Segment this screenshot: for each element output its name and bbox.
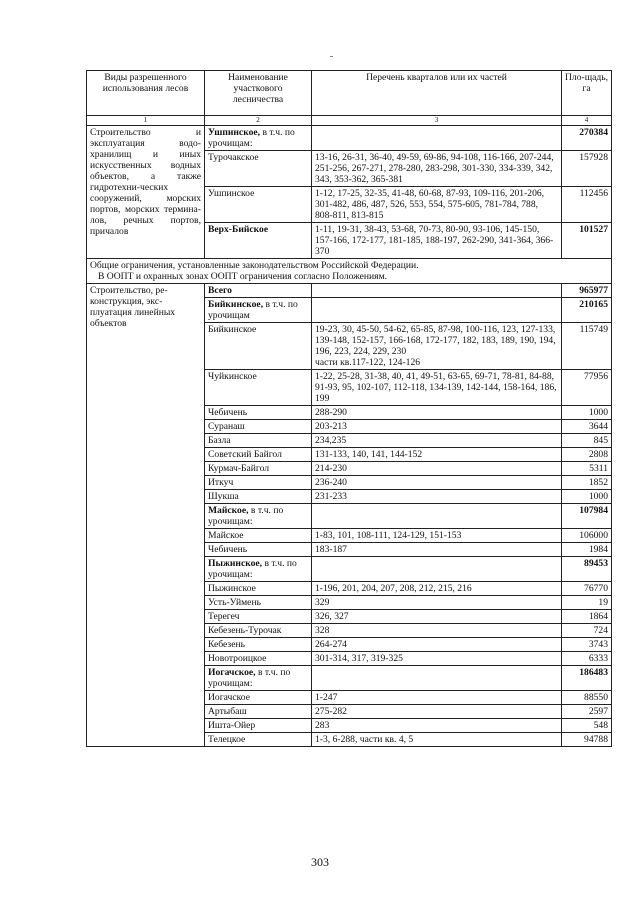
area-cell: 157928 <box>562 151 612 187</box>
area-cell: 89453 <box>562 557 612 582</box>
area-cell: 19 <box>562 596 612 610</box>
table-row <box>87 126 612 151</box>
blocks-list: 264-274 <box>315 639 347 650</box>
blocks-cell <box>312 529 562 543</box>
column-number: 3 <box>312 116 562 126</box>
blocks-cell <box>312 434 562 448</box>
forestry-name-cell <box>205 462 312 476</box>
area-cell: 88550 <box>562 691 612 705</box>
forestry-name: Майское, <box>208 505 249 516</box>
forestry-name: Иогачское, <box>208 667 256 678</box>
blocks-list: 1-12, 17-25, 32-35, 41-48, 60-68, 87-93, 109-116, 201-206, 301-482, 486, 487, 526, 553, 554, 575-605, 781-784, 788, 808-811, 813-815 <box>315 188 545 221</box>
blocks-list: 329 <box>315 597 330 608</box>
header-forestry-name: Наименование участкового лесничества <box>205 71 312 116</box>
area-cell: 115749 <box>562 323 612 370</box>
header-use-type: Виды разрешенного использования лесов <box>87 71 205 116</box>
blocks-cell <box>312 490 562 504</box>
forestry-name-cell <box>205 529 312 543</box>
forestry-name: Терегеч <box>208 611 240 622</box>
area-cell: 1852 <box>562 476 612 490</box>
forestry-name-suffix: в т.ч. по урочищам <box>208 299 298 321</box>
blocks-cell <box>312 733 562 747</box>
area-cell: 94788 <box>562 733 612 747</box>
area-cell: 6333 <box>562 652 612 666</box>
total-label: Всего <box>205 284 312 298</box>
area-cell: 548 <box>562 719 612 733</box>
blocks-cell <box>312 323 562 370</box>
forestry-name-cell <box>205 705 312 719</box>
area-cell: 2808 <box>562 448 612 462</box>
forestry-name: Кебезень-Турочак <box>208 625 282 636</box>
area-cell: 101527 <box>562 223 612 259</box>
restrictions-row <box>87 259 612 284</box>
blocks-list: 1-247 <box>315 692 338 703</box>
use-type-cell: Строительство и эксплуатация водо-хранилищ и иных искусственных водных объектов, а также гидротехни-ческих сооружений, морских портов, морских термина-лов, речных портов, причалов <box>87 126 205 259</box>
forestry-name-cell <box>205 126 312 151</box>
header-blocks: Перечень кварталов или их частей <box>312 71 562 116</box>
restrictions-cell <box>87 259 612 284</box>
blocks-cell <box>312 223 562 259</box>
forestry-name-cell <box>205 490 312 504</box>
forestry-name-cell <box>205 504 312 529</box>
blocks-list: 231-233 <box>315 491 347 502</box>
blocks-list: 1-83, 101, 108-111, 124-129, 151-153 <box>315 530 462 541</box>
forestry-name-cell <box>205 624 312 638</box>
blocks-cell <box>312 448 562 462</box>
forestry-name-cell <box>205 666 312 691</box>
blocks-cell <box>312 691 562 705</box>
forestry-name: Суранаш <box>208 421 245 432</box>
forestry-name-cell <box>205 323 312 370</box>
forestry-name-cell <box>205 582 312 596</box>
blocks-cell <box>312 420 562 434</box>
forestry-name: Чуйкинское <box>208 371 257 382</box>
area-cell: 107984 <box>562 504 612 529</box>
forestry-name-cell <box>205 557 312 582</box>
area-cell: 186483 <box>562 666 612 691</box>
blocks-list: 234,235 <box>315 435 347 446</box>
forestry-name: Ушпинское, <box>208 127 261 138</box>
forestry-name-cell <box>205 151 312 187</box>
forest-use-table <box>86 70 612 747</box>
area-cell: 724 <box>562 624 612 638</box>
blocks-cell <box>312 666 562 691</box>
area-cell: 1000 <box>562 490 612 504</box>
forestry-name-suffix: в т.ч. по урочищам: <box>208 127 295 149</box>
blocks-list: 13-16, 26-31, 36-40, 49-59, 69-86, 94-108, 116-166, 207-244, 251-256, 267-271, 278-280, 283-298, 301-330, 334-339, 342, 343, 353-362, 365-381 <box>315 152 554 185</box>
forestry-name-cell <box>205 638 312 652</box>
restrictions-general: Общие ограничения, установленные законодательством Российской Федерации. <box>90 260 419 271</box>
forestry-name: Бийкинское, <box>208 299 264 310</box>
forestry-name: Иогачское <box>208 692 250 703</box>
forestry-name-cell <box>205 434 312 448</box>
area-cell: 210165 <box>562 298 612 323</box>
forestry-name: Турочакское <box>208 152 259 163</box>
blocks-list: 203-213 <box>315 421 347 432</box>
blocks-list: 131-133, 140, 141, 144-152 <box>315 449 423 460</box>
blocks-list: 275-282 <box>315 706 347 717</box>
forestry-name: Ишта-Ойер <box>208 720 256 731</box>
blocks-cell <box>312 557 562 582</box>
forestry-name: Артыбаш <box>208 706 247 717</box>
blocks-cell <box>312 719 562 733</box>
blocks-cell <box>312 151 562 187</box>
area-cell: 3743 <box>562 638 612 652</box>
total-row <box>87 284 612 298</box>
forestry-name: Шукша <box>208 491 239 502</box>
forestry-name: Кебезень <box>208 639 245 650</box>
forestry-name: Пыжинское <box>208 583 256 594</box>
forestry-name-cell <box>205 448 312 462</box>
blocks-list: 1-11, 19-31, 38-43, 53-68, 70-73, 80-90, 93-106, 145-150, 157-166, 172-177, 181-185, 188-197, 262-290, 341-364, 366-370 <box>315 224 554 257</box>
column-number-row <box>87 116 612 126</box>
area-cell: 76770 <box>562 582 612 596</box>
forestry-name-cell <box>205 652 312 666</box>
header-area: Пло-щадь, га <box>562 71 612 116</box>
restrictions-oopt: В ООПТ и охранных зонах ООПТ ограничения согласно Положениям. <box>98 271 388 282</box>
forestry-name-cell <box>205 719 312 733</box>
blocks-cell <box>312 462 562 476</box>
forestry-name-cell <box>205 596 312 610</box>
blocks-list: 214-230 <box>315 463 347 474</box>
blocks-list: 236-240 <box>315 477 347 488</box>
forestry-name-cell <box>205 420 312 434</box>
column-number: 4 <box>562 116 612 126</box>
forestry-name-cell <box>205 543 312 557</box>
area-cell: 1864 <box>562 610 612 624</box>
blocks-cell <box>312 406 562 420</box>
area-cell: 845 <box>562 434 612 448</box>
forestry-name-suffix: в т.ч. по урочищам: <box>208 558 297 580</box>
forestry-name-suffix: в т.ч. по урочищам: <box>208 667 291 689</box>
blocks-cell <box>312 638 562 652</box>
blocks-list: 19-23, 30, 45-50, 54-62, 65-85, 87-98, 100-116, 123, 127-133, 139-148, 152-157, 166-168, 172-177, 182, 183, 189, 190, 194, 196, 223, 224, 229, 230 <box>315 324 556 357</box>
blocks-cell <box>312 504 562 529</box>
blocks-cell <box>312 370 562 406</box>
forestry-name-cell <box>205 610 312 624</box>
header-row <box>87 71 612 116</box>
blocks-list: 283 <box>315 720 330 731</box>
forestry-name: Усть-Уймень <box>208 597 261 608</box>
area-cell: 1000 <box>562 406 612 420</box>
total-area: 965977 <box>562 284 612 298</box>
forestry-name: Новотроицкое <box>208 653 267 664</box>
forestry-name: Чебичень <box>208 544 248 555</box>
blocks-list: 328 <box>315 625 330 636</box>
forestry-name-cell <box>205 476 312 490</box>
area-cell: 270384 <box>562 126 612 151</box>
blocks-cell <box>312 705 562 719</box>
forestry-name: Иткуч <box>208 477 234 488</box>
area-cell: 112456 <box>562 187 612 223</box>
blocks-cell <box>312 543 562 557</box>
forestry-name: Курмач-Байгол <box>208 463 270 474</box>
forestry-name: Бийкинское <box>208 324 257 335</box>
forestry-name: Ушпинское <box>208 188 255 199</box>
blocks-list: 183-187 <box>315 544 347 555</box>
forestry-name-cell <box>205 298 312 323</box>
blocks-cell <box>312 624 562 638</box>
forestry-name: Чебичень <box>208 407 248 418</box>
forestry-name: Верх-Бийское <box>208 224 269 235</box>
forestry-name: Базла <box>208 435 231 446</box>
area-cell: 5311 <box>562 462 612 476</box>
forestry-name: Советский Байгол <box>208 449 282 460</box>
blocks-cell <box>312 582 562 596</box>
area-cell: 106000 <box>562 529 612 543</box>
forestry-name-cell <box>205 406 312 420</box>
area-cell: 2597 <box>562 705 612 719</box>
scan-mark <box>330 56 333 57</box>
blocks-cell <box>312 187 562 223</box>
forestry-name: Телецкое <box>208 734 246 745</box>
blocks-cell <box>312 126 562 151</box>
blocks-cell <box>312 284 562 298</box>
blocks-cell <box>312 596 562 610</box>
column-number: 1 <box>87 116 205 126</box>
forestry-name-cell <box>205 223 312 259</box>
forestry-name: Майское <box>208 530 244 541</box>
blocks-cell <box>312 476 562 490</box>
blocks-cell <box>312 298 562 323</box>
blocks-list: 301-314, 317, 319-325 <box>315 653 403 664</box>
blocks-list: 1-3, 6-288, части кв. 4, 5 <box>315 734 414 745</box>
forestry-name: Пыжинское, <box>208 558 263 569</box>
blocks-cell <box>312 610 562 624</box>
forestry-name-cell <box>205 370 312 406</box>
blocks-list: 326, 327 <box>315 611 349 622</box>
area-cell: 77956 <box>562 370 612 406</box>
blocks-extra: части кв.117-122, 124-126 <box>315 357 421 368</box>
area-cell: 3644 <box>562 420 612 434</box>
blocks-list: 288-290 <box>315 407 347 418</box>
use-type-cell: Строительство, ре-конструкция, экс-плуатация линейных объектов <box>87 284 205 747</box>
area-cell: 1984 <box>562 543 612 557</box>
blocks-list: 1-22, 25-28, 31-38, 40, 41, 49-51, 63-65, 69-71, 78-81, 84-88, 91-93, 95, 102-107, 112-118, 134-139, 142-144, 158-164, 186, 199 <box>315 371 557 404</box>
forestry-name-cell <box>205 691 312 705</box>
blocks-cell <box>312 652 562 666</box>
column-number: 2 <box>205 116 312 126</box>
blocks-list: 1-196, 201, 204, 207, 208, 212, 215, 216 <box>315 583 472 594</box>
forestry-name-cell <box>205 187 312 223</box>
forestry-name-suffix: в т.ч. по урочищам: <box>208 505 284 527</box>
page-number: 303 <box>311 855 329 869</box>
forestry-name-cell <box>205 733 312 747</box>
